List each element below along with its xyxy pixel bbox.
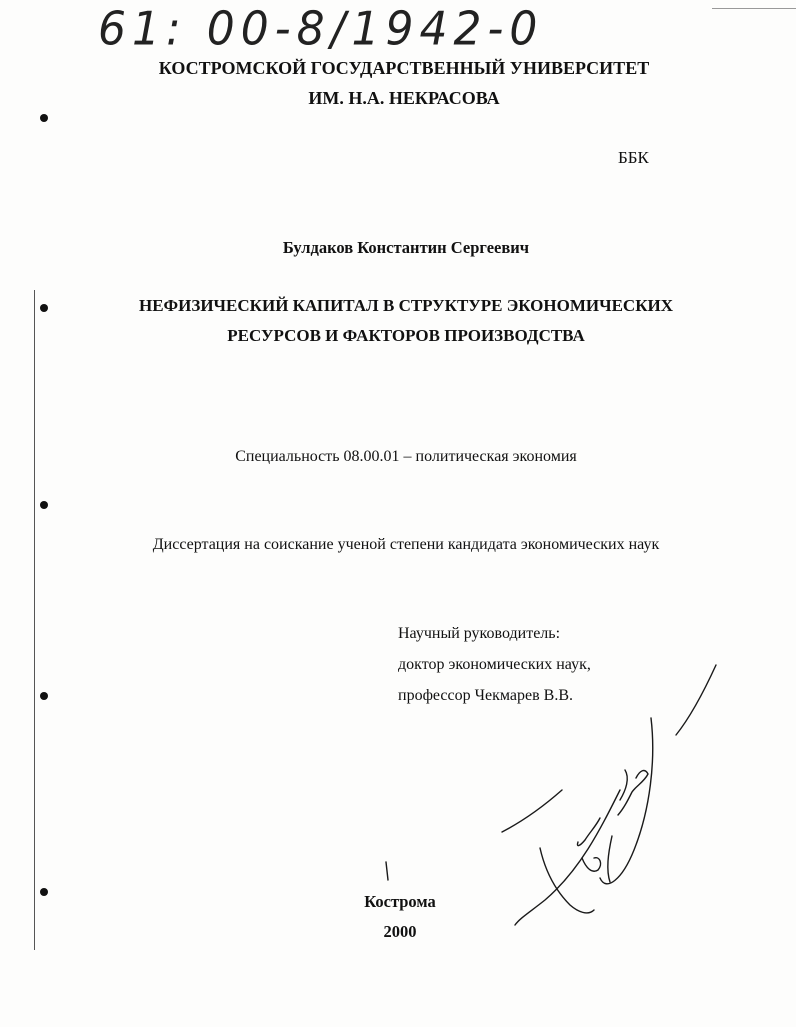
signature-stroke (582, 858, 601, 872)
signature-stroke (608, 836, 612, 882)
signature-stroke (502, 790, 562, 832)
signature-stroke (618, 771, 648, 815)
supervisor-degree: доктор экономических наук, (398, 656, 591, 673)
punch-hole-icon (40, 114, 48, 122)
university-name-line2: ИМ. Н.А. НЕКРАСОВА (308, 88, 500, 108)
signature-stroke (600, 718, 653, 884)
supervisor-name: профессор Чекмарев В.В. (398, 687, 574, 704)
supervisor-label: Научный руководитель: (398, 625, 561, 642)
specialty-line: Специальность 08.00.01 – политическая экономия (235, 448, 577, 465)
punch-hole-icon (40, 692, 48, 700)
binding-margin-line (34, 290, 35, 950)
year: 2000 (383, 922, 417, 941)
punch-hole-icon (40, 501, 48, 509)
dissertation-line: Диссертация на соискание ученой степени кандидата экономических наук (152, 536, 660, 553)
author-name: Булдаков Константин Сергеевич (282, 238, 530, 257)
city: Кострома (364, 892, 436, 911)
thesis-title-line2: РЕСУРСОВ И ФАКТОРОВ ПРОИЗВОДСТВА (227, 326, 585, 345)
handwritten-archive-number: 61: 00-8/1942-0 (98, 2, 544, 57)
scan-edge-mark (712, 0, 796, 9)
punch-hole-icon (40, 888, 48, 896)
bbk-label: ББК (618, 148, 649, 167)
thesis-title-line1: НЕФИЗИЧЕСКИЙ КАПИТАЛ В СТРУКТУРЕ ЭКОНОМИЧЕСКИХ (138, 296, 674, 315)
signature-stroke (386, 862, 388, 880)
university-name-line1: КОСТРОМСКОЙ ГОСУДАРСТВЕННЫЙ УНИВЕРСИТЕТ (158, 58, 650, 78)
signature-stroke (577, 818, 600, 846)
punch-hole-icon (40, 304, 48, 312)
signature-stroke (620, 770, 627, 800)
signature-stroke (676, 665, 716, 735)
